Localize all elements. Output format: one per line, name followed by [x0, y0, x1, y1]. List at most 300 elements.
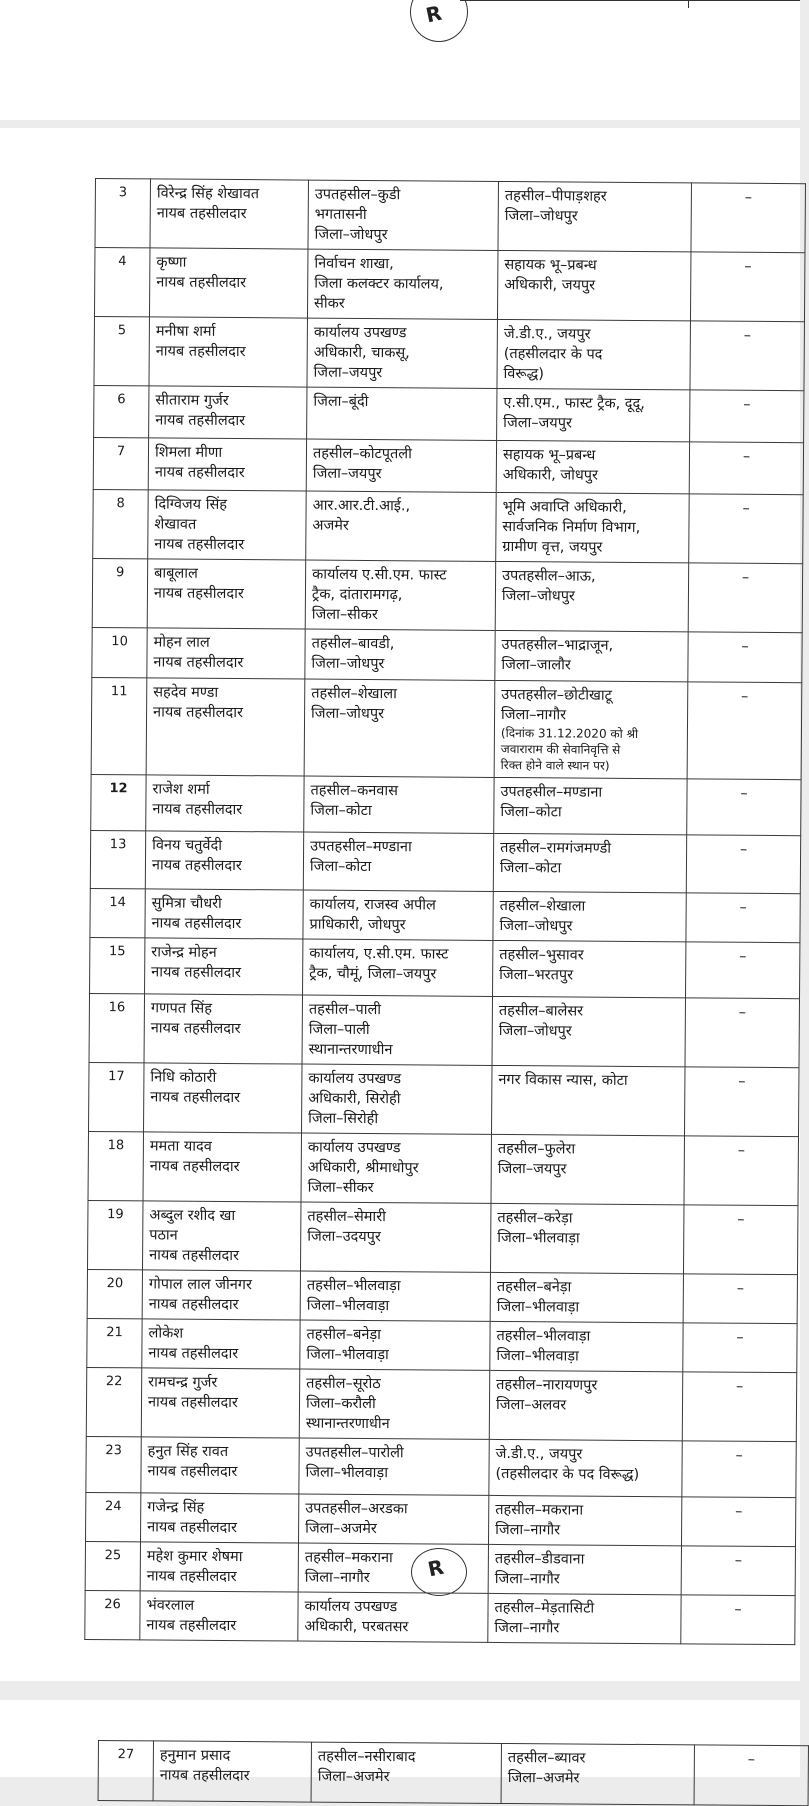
cell-text-line: विरूद्ध): [503, 366, 544, 383]
table-row: [93, 489, 803, 563]
remark-cell: –: [687, 682, 802, 780]
serial-number-cell: 25: [85, 1541, 140, 1590]
cell-text-line: तहसील–मकराना: [495, 1501, 584, 1519]
cell-text-line: जिला–अजमेर: [305, 1520, 377, 1538]
current-posting-cell: [306, 491, 497, 561]
name-designation-cell: [149, 317, 308, 387]
cell-text-line: नायब तहसीलदार: [154, 536, 245, 554]
cell-text-line: स्थानान्तरणाधीन: [308, 1041, 393, 1059]
cell-text-line: जिला–जालौर: [501, 656, 571, 674]
table-row: [87, 1269, 797, 1323]
signature-mark: R: [425, 1554, 446, 1582]
new-posting-cell: [492, 996, 686, 1066]
serial-number-cell: 13: [90, 830, 145, 888]
cell-text-line: जिला–अजमेर: [317, 1768, 390, 1786]
cell-text-line: शिमला मीणा: [154, 444, 223, 461]
cell-text-line: नायब तहसीलदार: [151, 915, 242, 933]
document-page: [0, 128, 800, 1681]
remark-cell: –: [683, 1323, 797, 1373]
new-posting-cell: [498, 181, 692, 251]
table-row: [86, 1367, 796, 1441]
current-posting-cell: [298, 1494, 488, 1544]
cell-text-line: तहसील–मकराना: [304, 1549, 393, 1567]
table-row: [90, 888, 800, 942]
remark-cell: –: [690, 390, 804, 443]
table-row: [98, 1741, 808, 1806]
cell-text-line: तहसील–नारायणपुर: [496, 1376, 598, 1394]
cell-text-line: प्राधिकारी, जोधपुर: [309, 916, 406, 934]
cell-text-line: जिला–भीलवाड़ा: [497, 1229, 580, 1247]
cell-text-line: अधिकारी, चाकसू,: [313, 344, 410, 362]
current-posting-cell: [301, 1133, 492, 1203]
cell-text-line: नायब तहसीलदार: [147, 1519, 238, 1537]
cell-text-line: सुमित्रा चौधरी: [151, 895, 222, 912]
cell-text-line: जिला–सिरोही: [308, 1110, 379, 1128]
cell-text-line: उपतहसील–छोटीखाटू: [501, 686, 612, 704]
current-posting-cell: [300, 1320, 490, 1370]
cell-text-line: तहसील–पाली: [308, 1001, 382, 1019]
cell-text-line: सार्वजनिक निर्माण विभाग,: [502, 518, 641, 537]
table-row: [94, 248, 804, 322]
new-posting-cell: [496, 492, 690, 562]
serial-number-cell: 12: [91, 774, 146, 830]
cell-text-line: जिला–भीलवाड़ा: [306, 1346, 389, 1364]
table-row: [91, 774, 801, 835]
serial-number-cell: 10: [92, 627, 147, 677]
cell-text-line: नायब तहसीलदार: [147, 1463, 238, 1481]
cell-text-line: कार्यालय ए.सी.एम. फास्ट: [312, 566, 447, 584]
name-designation-cell: [149, 248, 308, 318]
serial-number-cell: 23: [86, 1436, 141, 1492]
name-designation-cell: [142, 1270, 300, 1320]
current-posting-cell: [298, 1592, 488, 1642]
serial-number-cell: 4: [94, 248, 150, 317]
current-posting-cell: [303, 939, 493, 996]
cell-text-line: नायब तहसीलदार: [159, 1767, 250, 1785]
cell-text-line: जिला–जयपुर: [497, 1160, 567, 1178]
cell-text-line: अब्दुल रशीद खा: [149, 1207, 236, 1225]
cell-text-line: भंवरलाल: [146, 1597, 195, 1614]
table-row: [92, 558, 802, 632]
remark-cell: –: [684, 1136, 799, 1206]
new-posting-cell: [488, 1593, 681, 1643]
cell-text-line: ट्रैक, दांतारामगढ़,: [311, 586, 403, 604]
current-posting-cell: [311, 1742, 501, 1803]
cell-text-line: जे.डी.ए., जयपुर: [495, 1445, 583, 1463]
current-posting-cell: [300, 1271, 490, 1321]
cell-text-line: तहसील–बनेड़ा: [496, 1278, 572, 1296]
cell-text-line: नायब तहसीलदार: [156, 274, 247, 292]
name-designation-cell: [142, 1319, 300, 1369]
remark-cell: –: [690, 321, 805, 391]
transfer-table: [84, 178, 806, 1645]
cell-text-line: तहसील–सेमारी: [307, 1208, 386, 1226]
cell-text-line: उपतहसील–पारोली: [305, 1444, 404, 1462]
current-posting-cell: [300, 1202, 491, 1272]
cell-text-line: नायब तहसीलदार: [153, 654, 244, 672]
cell-text-line: जिला–जोधपुर: [311, 655, 385, 673]
current-posting-cell: [303, 890, 493, 940]
cell-text-line: तहसील–शेखाला: [499, 897, 586, 915]
name-designation-cell: [148, 438, 306, 491]
cell-text-line: राजेन्द्र मोहन: [151, 944, 217, 961]
new-posting-cell: [494, 680, 688, 778]
cell-text-line: मोहन लाल: [153, 634, 210, 651]
transfer-table-body: [85, 179, 806, 1645]
current-posting-cell: [305, 629, 495, 680]
cell-text-line: तहसील–कनवास: [310, 782, 398, 800]
serial-number-cell: 17: [89, 1062, 145, 1131]
cell-text-line: तहसील–भुसावर: [499, 946, 584, 964]
new-posting-cell: [497, 319, 691, 389]
cell-text-line: जिला–जयपुर: [313, 364, 383, 382]
cell-text-line: अजमेर: [312, 517, 349, 534]
cell-text-line: नायब तहसीलदार: [156, 205, 247, 223]
name-designation-cell: [148, 490, 307, 560]
new-posting-cell: [489, 1439, 682, 1496]
table-row: [89, 993, 799, 1067]
cell-text-line: भगतासनी: [314, 206, 367, 223]
cell-text-line: जिला–जोधपुर: [501, 587, 575, 605]
cell-text-line: नायब तहसीलदार: [149, 1158, 240, 1176]
cell-text-line: जिला–भीलवाड़ा: [496, 1347, 579, 1365]
cell-text-line: नायब तहसीलदार: [146, 1617, 237, 1635]
remark-cell: –: [683, 1274, 797, 1324]
remark-cell: –: [682, 1441, 796, 1498]
cell-text-line: तहसील–करेड़ा: [497, 1209, 573, 1227]
current-posting-cell: [299, 1438, 489, 1495]
cell-text-line: जिला–नागौर: [304, 1569, 370, 1587]
cell-text-line: ग्रामीण वृत्त, जयपुर: [502, 538, 603, 556]
cell-text-line: तहसील–बावडी,: [311, 635, 395, 653]
cell-text-line: हनुत सिंह रावत: [147, 1443, 229, 1461]
cell-text-line: सीताराम गुर्जर: [155, 392, 229, 409]
new-posting-cell: [497, 388, 690, 441]
name-designation-cell: [141, 1437, 299, 1494]
cell-text-line: जिला–अजमेर: [507, 1770, 580, 1787]
remark-cell: –: [686, 942, 800, 999]
new-posting-cell: [491, 1134, 685, 1204]
serial-number-cell: 18: [88, 1131, 144, 1200]
current-posting-cell: [303, 832, 493, 891]
current-posting-cell: [307, 387, 497, 440]
cell-text-line: ट्रैक, चौमूं, जिला–जयपुर: [309, 965, 437, 983]
table-row: [87, 1200, 797, 1274]
serial-number-cell: 22: [86, 1367, 142, 1436]
cell-text-line: नायब तहसीलदार: [146, 1568, 237, 1586]
new-posting-cell: [490, 1203, 684, 1273]
remark-cell: –: [690, 252, 805, 322]
serial-number-cell: 14: [90, 888, 145, 937]
cell-text-line: नायब तहसीलदार: [150, 1089, 241, 1107]
current-posting-cell: [304, 679, 495, 777]
cell-text-line: तहसील–कोटपूतली: [312, 445, 412, 463]
cell-text-line: उपतहसील–अरडका: [305, 1500, 408, 1518]
cell-text-line: गोपाल लाल जीनगर: [148, 1276, 252, 1294]
cell-text-line: जवाराराम की सेवानिवृत्ति से: [500, 741, 621, 757]
cell-text-line: अधिकारी, जोधपुर: [502, 466, 599, 484]
cell-text-line: विनय चतुर्वेदी: [152, 837, 223, 854]
cell-text-line: जे.डी.ए., जयपुर: [503, 326, 591, 343]
name-designation-cell: [142, 1201, 301, 1271]
cell-text-line: भूमि अवाप्ति अधिकारी,: [502, 498, 627, 516]
cell-text-line: जिला–करौली: [305, 1395, 376, 1413]
cell-text-line: गजेन्द्र सिंह: [147, 1499, 205, 1516]
serial-number-cell: 20: [87, 1269, 142, 1318]
cell-text-line: जिला–भीलवाड़ा: [496, 1298, 580, 1316]
cell-text-line: जिला–पाली: [308, 1021, 370, 1039]
new-posting-cell: [493, 940, 686, 997]
cell-text-line: नायब तहसीलदार: [151, 964, 242, 982]
name-designation-cell: [147, 628, 305, 679]
new-posting-cell: [491, 1065, 685, 1135]
table-row: [91, 677, 802, 779]
table-row: [87, 1318, 797, 1372]
name-designation-cell: [146, 678, 305, 776]
name-designation-cell: [145, 938, 303, 995]
new-posting-cell: [495, 561, 689, 631]
new-posting-cell: [490, 1272, 683, 1322]
cell-text-line: नायब तहसीलदार: [150, 1020, 241, 1038]
new-posting-cell: [494, 777, 687, 834]
cell-text-line: मनीषा शर्मा: [155, 323, 216, 340]
cell-text-line: उपतहसील–मण्डाना: [500, 783, 603, 801]
cell-text-line: जिला–कोटा: [499, 859, 562, 877]
new-posting-cell: [488, 1495, 681, 1545]
cell-text-line: कार्यालय उपखण्ड: [307, 1139, 401, 1157]
table-edge-tick: [688, 0, 689, 8]
cell-text-line: तहसील–रामगंजमण्डी: [500, 839, 612, 857]
serial-number-cell: 19: [87, 1200, 143, 1269]
name-designation-cell: [146, 775, 304, 832]
current-posting-cell: [302, 1064, 493, 1134]
remark-cell: –: [689, 494, 804, 564]
remark-cell: –: [683, 1205, 798, 1275]
cell-text-line: तहसील–बालेसर: [498, 1002, 584, 1020]
cell-text-line: जिला–भीलवाड़ा: [305, 1464, 389, 1482]
serial-number-cell: 5: [94, 316, 150, 385]
cell-text-line: अधिकारी, परबतसर: [304, 1618, 409, 1636]
table-row: [90, 830, 800, 893]
serial-number-cell: 24: [86, 1492, 141, 1541]
remark-cell: –: [685, 998, 800, 1068]
cell-text-line: सीकर: [314, 295, 345, 312]
current-posting-cell: [306, 439, 496, 492]
name-designation-cell: [141, 1493, 299, 1543]
cell-text-line: नायब तहसीलदार: [148, 1345, 239, 1363]
serial-number-cell: 9: [92, 558, 148, 627]
cell-text-line: कार्यालय उपखण्ड: [308, 1070, 402, 1088]
remark-cell: –: [684, 1067, 799, 1137]
remark-cell: –: [681, 1595, 795, 1645]
cell-text-line: जिला–जयपुर: [503, 414, 572, 432]
cell-text-line: नायब तहसीलदार: [153, 704, 243, 722]
table-row: [94, 385, 804, 442]
cell-text-line: सहदेव मण्डा: [153, 684, 219, 701]
serial-number-cell: 27: [98, 1741, 153, 1801]
remark-cell: –: [689, 442, 803, 495]
new-posting-cell: [489, 1370, 683, 1440]
name-designation-cell: [140, 1591, 298, 1641]
cell-text-line: जिला कलक्टर कार्यालय,: [314, 275, 444, 293]
cell-text-line: कार्यालय उपखण्ड: [304, 1598, 398, 1616]
remark-cell: –: [688, 632, 802, 683]
cell-text-line: नायब तहसीलदार: [151, 857, 242, 875]
signature-mark: R: [423, 0, 444, 28]
cell-text-line: आर.आर.टी.आई.,: [312, 497, 411, 515]
cell-text-line: हनुमान प्रसाद: [159, 1747, 231, 1764]
serial-number-cell: 16: [89, 993, 145, 1062]
cell-text-line: सहायक भू–प्रबन्ध: [504, 257, 597, 274]
cell-text-line: जिला–भीलवाड़ा: [306, 1297, 390, 1315]
current-posting-cell: [307, 249, 498, 319]
cell-text-line: रामचन्द्र गुर्जर: [148, 1374, 218, 1391]
cell-text-line: जिला–उदयपुर: [307, 1228, 381, 1246]
name-designation-cell: [153, 1741, 311, 1802]
new-posting-cell: [496, 440, 689, 493]
cell-text-line: तहसील–मेड़तासिटी: [494, 1599, 595, 1617]
cell-text-line: जिला–सीकर: [307, 1179, 374, 1197]
new-posting-cell: [497, 250, 691, 320]
table-row: [92, 627, 802, 682]
current-posting-cell: [304, 776, 494, 833]
cell-text-line: अधिकारी, श्रीमाधोपुर: [307, 1159, 419, 1177]
new-posting-cell: [490, 1321, 683, 1371]
cell-text-line: कृष्णा: [156, 254, 187, 271]
cell-text-line: नायब तहसीलदार: [154, 464, 245, 482]
cell-text-line: दिग्विजय सिंह: [154, 496, 228, 513]
transfer-table-continued-body: [98, 1741, 808, 1806]
remark-cell: –: [686, 835, 800, 894]
cell-text-line: राजेश शर्मा: [152, 781, 210, 798]
current-posting-cell: [307, 318, 498, 388]
cell-text-line: जिला–कोटा: [500, 803, 562, 821]
cell-text-line: उपतहसील–कुडी: [314, 186, 401, 204]
name-designation-cell: [149, 386, 307, 439]
cell-text-line: अधिकारी, जयपुर: [504, 277, 596, 294]
cell-text-line: लोकेश: [148, 1325, 184, 1342]
cell-text-line: उपतहसील–आऊ,: [502, 567, 596, 585]
cell-text-line: जिला–जोधपुर: [499, 917, 573, 935]
name-designation-cell: [145, 889, 303, 939]
new-posting-cell: [495, 630, 688, 681]
cell-text-line: नायब तहसीलदार: [152, 801, 243, 819]
cell-text-line: सहायक भू–प्रबन्ध: [502, 446, 596, 464]
cell-text-line: तहसील–भीलवाड़ा: [496, 1327, 591, 1345]
cell-text-line: नायब तहसीलदार: [148, 1296, 239, 1314]
serial-number-cell: 6: [94, 385, 149, 437]
cell-text-line: कार्यालय उपखण्ड: [313, 324, 407, 342]
cell-text-line: जिला–नागौर: [501, 706, 567, 724]
cell-text-line: महेश कुमार शेषमा: [146, 1548, 243, 1566]
remark-cell: –: [681, 1497, 795, 1547]
cell-text-line: नायब तहसीलदार: [153, 585, 244, 603]
current-posting-cell: [299, 1369, 490, 1439]
cell-text-line: तहसील–नसीराबाद: [317, 1748, 416, 1766]
table-row: [86, 1492, 796, 1546]
current-posting-cell: [308, 180, 499, 250]
cell-text-line: तहसील–भीलवाड़ा: [306, 1277, 401, 1295]
cell-text-line: तहसील–शेखाला: [311, 685, 397, 703]
serial-number-cell: 21: [87, 1318, 142, 1367]
serial-number-cell: 7: [93, 437, 148, 489]
cell-text-line: तहसील–बनेड़ा: [306, 1326, 382, 1344]
table-row: [93, 437, 803, 494]
name-designation-cell: [150, 179, 309, 249]
cell-text-line: जिला–जोधपुर: [504, 208, 578, 225]
serial-number-cell: 3: [95, 179, 151, 248]
cell-text-line: शेखावत: [154, 516, 197, 533]
remark-cell: –: [681, 1546, 795, 1596]
name-designation-cell: [144, 1063, 303, 1133]
name-designation-cell: [145, 831, 303, 890]
current-posting-cell: [302, 995, 493, 1065]
table-edge-line: [460, 0, 800, 1]
new-posting-cell: [501, 1743, 694, 1804]
cell-text-line: तहसील–पीपाड़शहर: [504, 188, 607, 205]
new-posting-cell: [488, 1544, 681, 1594]
cell-text-line: जिला–नागौर: [494, 1570, 560, 1588]
cell-text-line: (तहसीलदार के पद: [503, 346, 603, 363]
cell-text-line: निधि कोठारी: [150, 1069, 217, 1086]
cell-text-line: (दिनांक 31.12.2020 को श्री: [500, 725, 639, 741]
remark-cell: –: [694, 1745, 808, 1806]
cell-text-line: जिला–नागौर: [495, 1521, 561, 1539]
cell-text-line: जिला–कोटा: [310, 802, 372, 820]
cell-text-line: कार्यालय, ए.सी.एम. फास्ट: [309, 945, 449, 963]
cell-text-line: नायब तहसीलदार: [155, 343, 246, 361]
remark-cell: –: [682, 1372, 797, 1442]
cell-text-line: जिला–नागौर: [494, 1619, 560, 1637]
name-designation-cell: [140, 1542, 298, 1592]
cell-text-line: जिला–जोधपुर: [311, 705, 385, 723]
cell-text-line: विरेन्द्र सिंह शेखावत: [156, 185, 260, 203]
cell-text-line: रिक्त होने वाले स्थान पर): [500, 757, 610, 773]
table-row: [86, 1436, 796, 1497]
cell-text-line: जिला–सीकर: [311, 606, 378, 624]
cell-text-line: स्थानान्तरणाधीन: [305, 1415, 390, 1433]
cell-text-line: नगर विकास न्यास, कोटा: [498, 1071, 628, 1089]
cell-text-line: जिला–अलवर: [495, 1396, 567, 1414]
table-row: [95, 179, 805, 253]
cell-text-line: तहसील–सूरोठ: [306, 1375, 381, 1393]
cell-text-line: तहसील–फुलेरा: [497, 1140, 576, 1158]
serial-number-cell: 8: [93, 489, 149, 558]
cell-text-line: ममता यादव: [149, 1138, 212, 1155]
cell-text-line: जिला–जयपुर: [312, 465, 382, 483]
table-row: [89, 1062, 799, 1136]
cell-text-line: निर्वाचन शाखा,: [314, 255, 394, 273]
cell-text-line: बाबूलाल: [154, 565, 198, 582]
current-posting-cell: [305, 560, 496, 630]
cell-text-line: जिला–कोटा: [309, 858, 372, 876]
remark-cell: –: [687, 779, 801, 836]
cell-text-line: जिला–भरतपुर: [499, 966, 574, 984]
serial-number-cell: 15: [90, 937, 145, 993]
name-designation-cell: [144, 994, 303, 1064]
cell-text-line: (तहसीलदार के पद विरूद्ध): [495, 1465, 640, 1484]
table-row: [85, 1590, 795, 1644]
page-fragment-top: [0, 0, 800, 120]
table-row: [94, 316, 804, 390]
cell-text-line: गणपत सिंह: [150, 1000, 212, 1017]
new-posting-cell: [493, 891, 686, 941]
name-designation-cell: [147, 559, 306, 629]
table-row: [90, 937, 800, 998]
name-designation-cell: [143, 1132, 302, 1202]
cell-text-line: पठान: [149, 1227, 178, 1244]
cell-text-line: जिला–बूंदी: [313, 393, 369, 411]
